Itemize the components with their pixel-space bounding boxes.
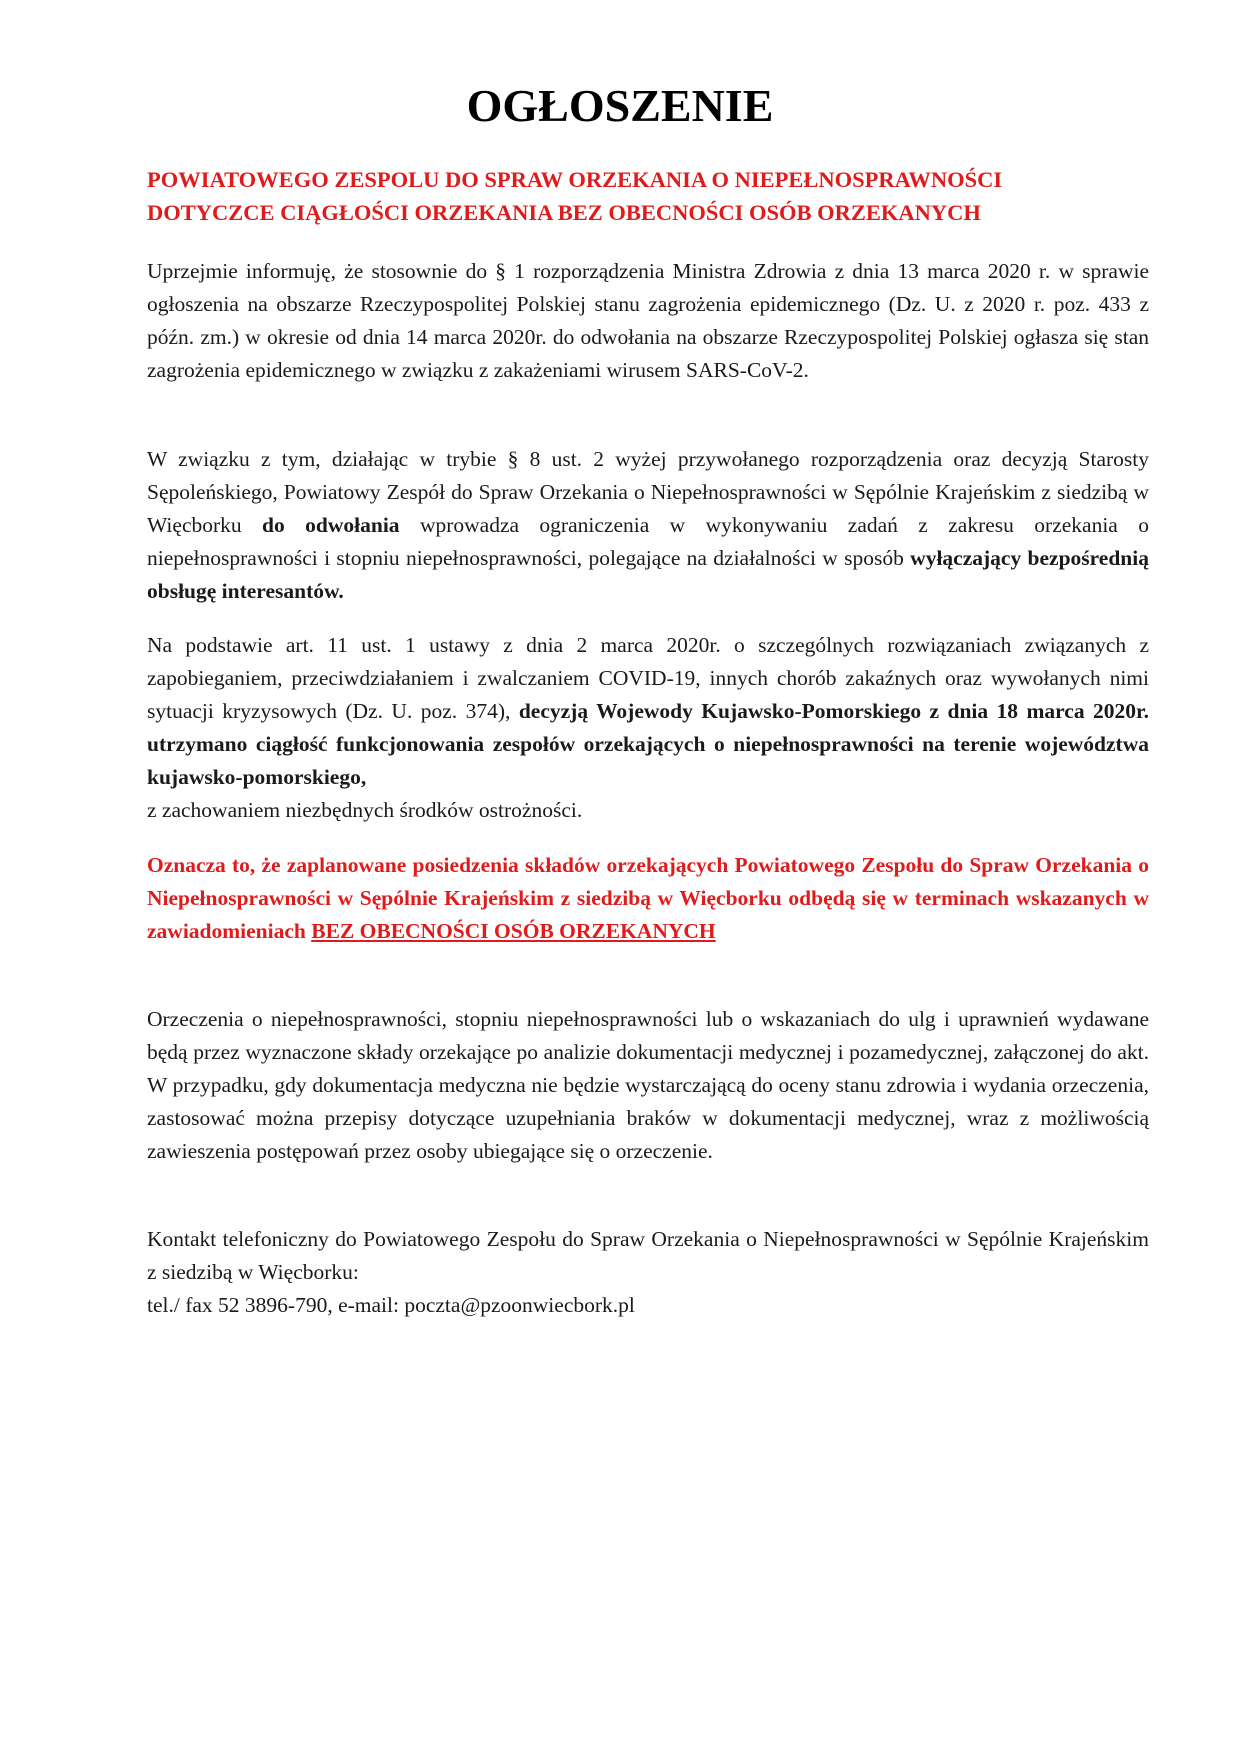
no-direct-service-bold: wyłączający bezpośrednią obsługę interesantów. <box>147 546 1149 603</box>
subtitle-line-2: DOTYCZCE CIĄGŁOŚCI ORZEKANIA BEZ OBECNOŚCI OSÓB ORZEKANYCH <box>147 200 981 225</box>
until-revoked-bold: do odwołania <box>262 513 400 537</box>
paragraph-voivode-text-a: Na podstawie art. 11 ust. 1 ustawy z dnia 2 marca 2020r. o szczególnych rozwiązaniach związanych z zapobieganiem, przeciwdziałaniem i zwalczaniem COVID-19, innych chorób zakaźnych oraz wywołanych nimi sytuacji kryzysowych (Dz. U. poz. 374), <box>147 633 1149 723</box>
page-title: OGŁOSZENIE <box>466 80 774 131</box>
without-presence-underlined: BEZ OBECNOŚCI OSÓB ORZEKANYCH <box>311 919 716 943</box>
paragraph-notice-red <box>147 849 1149 948</box>
paragraph-decisions: Orzeczenia o niepełnosprawności, stopniu niepełnosprawności lub o wskazaniach do ulg i uprawnień wydawane będą przez wyznaczone składy orzekające po analizie dokumentacji medycznej i pozamedycznej, załączonej do akt. W przypadku, gdy dokumentacja medyczna nie będzie wystarczającą do oceny stanu zdrowia i wydania orzeczenia, zastosować można przepisy dotyczące uzupełniania braków w dokumentacji medycznej, wraz z możliwością zawieszenia postępowań przez osoby ubiegające się o orzeczenie. <box>147 1007 1149 1163</box>
subtitle-line-1: POWIATOWEGO ZESPOLU DO SPRAW ORZEKANIA O NIEPEŁNOSPRAWNOŚCI <box>147 167 1003 192</box>
paragraph-contact <box>147 1223 1149 1322</box>
paragraph-restrictions-text-b: wprowadza ograniczenia w wykonywaniu zadań z zakresu orzekania o niepełnosprawności i stopniu niepełnosprawności, polegające na działalności w sposób <box>147 513 1149 570</box>
contact-intro: Kontakt telefoniczny do Powiatowego Zespołu do Spraw Orzekania o Niepełnosprawności w Sępólnie Krajeńskim z siedzibą w Więcborku: <box>147 1227 1149 1284</box>
subtitle <box>147 163 1107 229</box>
paragraph-legal-basis: Uprzejmie informuję, że stosownie do § 1 rozporządzenia Ministra Zdrowia z dnia 13 marca 2020 r. w sprawie ogłoszenia na obszarze Rzeczypospolitej Polskiej stanu zagrożenia epidemicznego (Dz. U. z 2020 r. poz. 433 z późn. zm.) w okresie od dnia 14 marca 2020r. do odwołania na obszarze Rzeczypospolitej Polskiej ogłasza się stan zagrożenia epidemicznego w związku z zakażeniami wirusem SARS-CoV-2. <box>147 259 1149 382</box>
paragraph-restrictions-text-a: W związku z tym, działając w trybie § 8 ust. 2 wyżej przywołanego rozporządzenia oraz decyzją Starosty Sępoleńskiego, Powiatowy Zespół do Spraw Orzekania o Niepełnosprawności w Sępólnie Krajeńskim z siedzibą w Więcborku <box>147 447 1149 537</box>
paragraph-voivode-decision <box>147 629 1149 827</box>
paragraph-notice-text: Oznacza to, że zaplanowane posiedzenia składów orzekających Powiatowego Zespołu do Spraw Orzekania o Niepełnosprawności w Sępólnie Krajeńskim z siedzibą w Więcborku odbędą się w terminach wskazanych w zawiadomieniach <box>147 853 1149 943</box>
paragraph-restrictions <box>147 443 1149 608</box>
paragraph-voivode-text-b: z zachowaniem niezbędnych środków ostrożności. <box>147 798 583 822</box>
voivode-decision-bold: decyzją Wojewody Kujawsko-Pomorskiego z dnia 18 marca 2020r. utrzymano ciągłość funkcjonowania zespołów orzekających o niepełnosprawności na terenie województwa kujawsko-pomorskiego, <box>147 699 1149 789</box>
contact-phone-email: tel./ fax 52 3896-790, e-mail: poczta@pzoonwiecbork.pl <box>147 1293 635 1317</box>
